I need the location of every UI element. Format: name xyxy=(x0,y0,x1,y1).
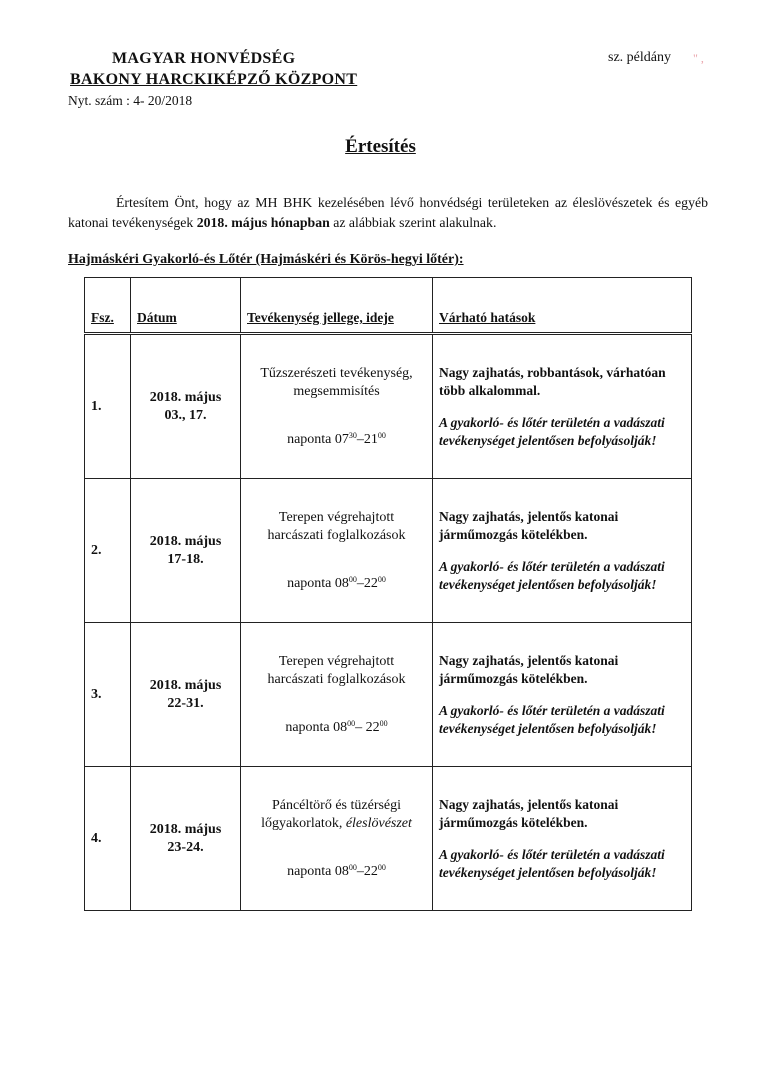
organization-unit: BAKONY HARCKIKÉPZŐ KÖZPONT xyxy=(70,71,358,88)
row-date: 2018. május 22-31. xyxy=(131,623,241,767)
intro-text-start: Értesítem Önt, hogy az MH BHK kezelésében lévő honvédségi területeken az éleslövészetek és egyéb katonai tevékenységek xyxy=(68,195,708,230)
row-number: 4. xyxy=(85,767,131,911)
row-number: 3. xyxy=(85,623,131,767)
reference-number: Nyt. szám : 4- 20/2018 xyxy=(68,93,193,108)
row-time: naponta $08^{00}-22^{00}$ xyxy=(287,574,386,591)
row-effects: Nagy zajhatás, jelentős katonai járműmozgás kötelékben. A gyakorló- és lőtér területén a vadászati tevékenységet jelentősen befolyásolják! xyxy=(433,479,692,623)
copy-number-mark: " , xyxy=(693,51,704,65)
intro-paragraph xyxy=(68,193,708,233)
row-effects: Nagy zajhatás, jelentős katonai járműmozgás kötelékben. A gyakorló- és lőtér területén a vadászati tevékenységet jelentősen befolyásolják! xyxy=(433,767,692,911)
document-title: Értesítés xyxy=(345,136,416,157)
row-effects: Nagy zajhatás, jelentős katonai járműmozgás kötelékben. A gyakorló- és lőtér területén a vadászati tevékenységet jelentősen befolyásolják! xyxy=(433,623,692,767)
header-date: Dátum xyxy=(131,278,241,334)
row-date: 2018. május 23-24. xyxy=(131,767,241,911)
row-activity: Tűzszerészeti tevékenység, megsemmisítés naponta $07^{30}-21^{00}$ xyxy=(241,334,433,479)
header-number: Fsz. xyxy=(85,278,131,334)
row-number: 1. xyxy=(85,334,131,479)
row-date: 2018. május 03., 17. xyxy=(131,334,241,479)
row-activity: Terepen végrehajtott harcászati foglalkozások naponta $08^{00}-$ $22^{00}$ xyxy=(241,623,433,767)
intro-text-end: az alábbiak szerint alakulnak. xyxy=(329,215,497,230)
table-row xyxy=(85,479,692,623)
table-row xyxy=(85,767,692,911)
row-time: naponta $08^{00}-$ $22^{00}$ xyxy=(285,718,388,735)
table-header-row xyxy=(85,278,692,334)
row-time: naponta $08^{00}-22^{00}$ xyxy=(287,862,386,879)
row-time: naponta $07^{30}-21^{00}$ xyxy=(287,430,386,447)
schedule-table xyxy=(84,277,692,911)
row-activity: Terepen végrehajtott harcászati foglalkozások naponta $08^{00}-22^{00}$ xyxy=(241,479,433,623)
intro-period: 2018. május hónapban xyxy=(196,215,330,230)
row-number: 2. xyxy=(85,479,131,623)
table-row xyxy=(85,334,692,479)
row-effects: Nagy zajhatás, robbantások, várhatóan több alkalommal. A gyakorló- és lőtér területén a vadászati tevékenységet jelentősen befolyásolják! xyxy=(433,334,692,479)
header-effects: Várható hatások xyxy=(433,278,692,334)
header-activity: Tevékenység jellege, ideje xyxy=(241,278,433,334)
copy-label: sz. példány xyxy=(608,50,671,65)
row-date: 2018. május 17-18. xyxy=(131,479,241,623)
organization-name: MAGYAR HONVÉDSÉG xyxy=(112,50,296,67)
row-activity: Páncéltörő és tüzérségi lőgyakorlatok, éleslövészet naponta $08^{00}-22^{00}$ xyxy=(241,767,433,911)
table-row xyxy=(85,623,692,767)
section-title: Hajmáskéri Gyakorló-és Lőtér (Hajmáskéri és Körös-hegyi lőtér): xyxy=(68,252,464,267)
